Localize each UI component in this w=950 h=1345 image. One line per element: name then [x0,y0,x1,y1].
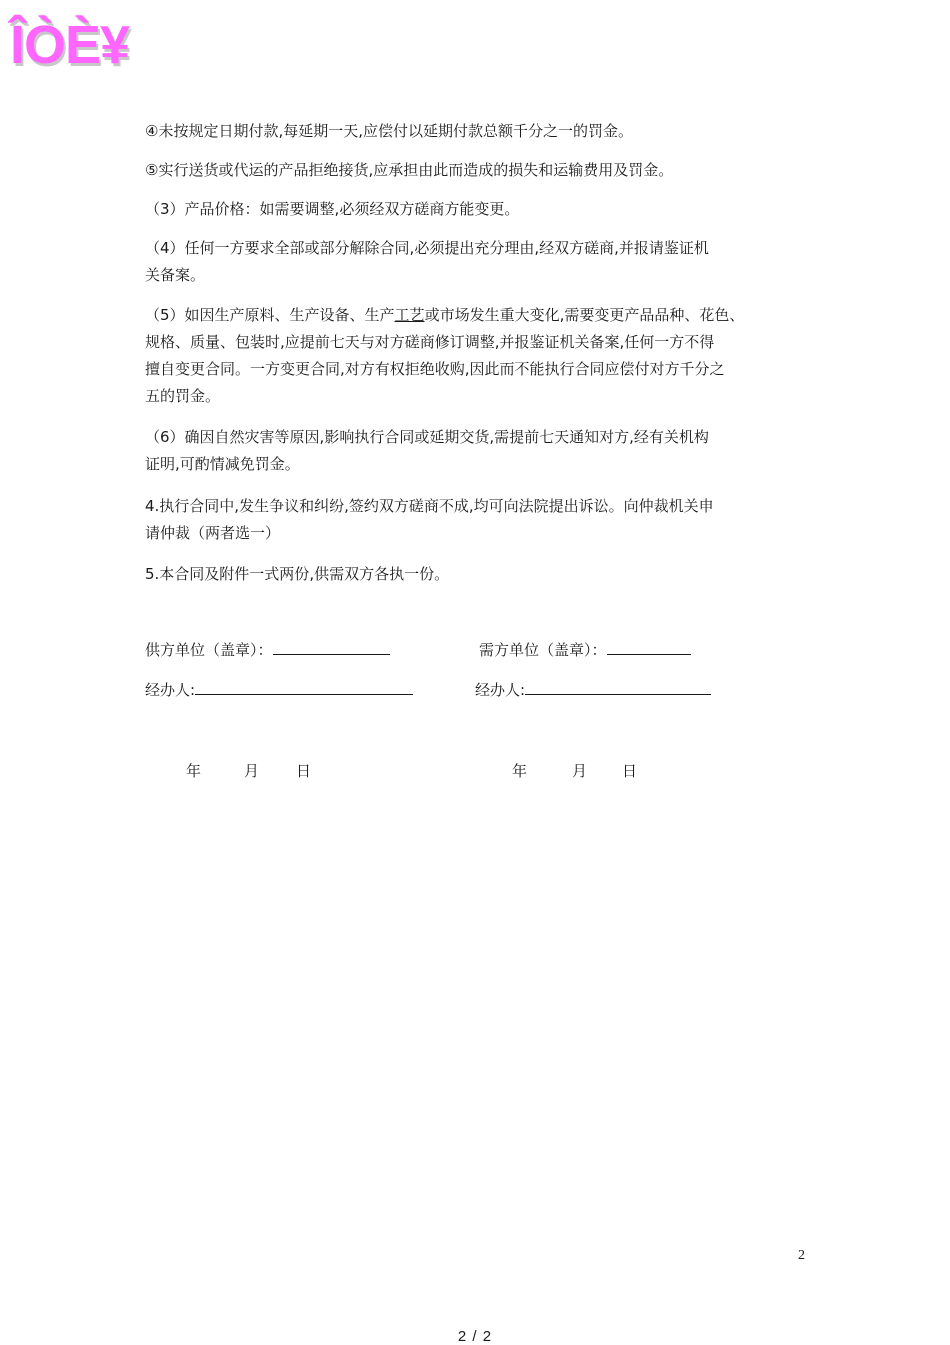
supplier-agent-blank[interactable] [195,680,413,695]
watermark-logo: ÎÒÈ¥ [10,15,130,75]
buyer-seal-blank[interactable] [607,640,691,655]
text-line: 关备案。 [145,266,206,284]
buyer-seal-row [479,640,691,660]
clause-late-payment: ④未按规定日期付款,每延期一天,应偿付以延期付款总额千分之一的罚金。 [145,122,633,140]
supplier-date-year: 年 [186,762,202,780]
supplier-agent-row [145,680,413,700]
text-segment: （5）如因生产原料、生产设备、生产 [145,306,395,324]
clause-copies: 5.本合同及附件一式两份,供需双方各执一份。 [145,565,450,583]
supplier-seal-row [145,640,390,660]
buyer-agent-label: 经办人: [475,681,526,699]
supplier-agent-label: 经办人: [145,681,196,699]
text-line: （4）任何一方要求全部或部分解除合同,必须提出充分理由,经双方磋商,并报请鉴证机 [145,239,709,257]
clause-product-price: （3）产品价格：如需要调整,必须经双方磋商方能变更。 [145,200,520,218]
page-number: 2 [798,1248,805,1263]
clause-refuse-delivery: ⑤实行送货或代运的产品拒绝接货,应承担由此而造成的损失和运输费用及罚金。 [145,161,674,179]
text-line: 五的罚金。 [145,387,221,405]
supplier-date-month: 月 [244,762,260,780]
buyer-seal-label: 需方单位（盖章）： [479,641,607,659]
clause-dispute-resolution [145,493,815,547]
clause-terminate-contract [145,235,815,289]
underlined-text: 工艺 [394,306,425,324]
text-line: 证明,可酌情减免罚金。 [145,455,300,473]
supplier-date-day: 日 [296,762,312,780]
clause-change-contract [145,302,815,410]
page-footer-indicator: 2 / 2 [457,1328,493,1345]
text-line: 规格、质量、包装时,应提前七天与对方磋商修订调整,并报鉴证机关备案,任何一方不得 [145,333,715,351]
text-segment: 或市场发生重大变化,需要变更产品品种、花色、 [424,306,745,324]
text-line: 4.执行合同中,发生争议和纠纷,签约双方磋商不成,均可向法院提出诉讼。向仲裁机关申 [145,497,714,515]
text-line: 请仲裁（两者选一） [145,524,281,542]
clause-force-majeure [145,424,815,478]
buyer-date-month: 月 [572,762,588,780]
buyer-agent-row [475,680,711,700]
buyer-agent-blank[interactable] [525,680,711,695]
supplier-seal-blank[interactable] [273,640,390,655]
text-line [145,302,815,329]
buyer-date-day: 日 [622,762,638,780]
text-line: （6）确因自然灾害等原因,影响执行合同或延期交货,需提前七天通知对方,经有关机构 [145,428,709,446]
text-line: 擅自变更合同。一方变更合同,对方有权拒绝收购,因此而不能执行合同应偿付对方千分之 [145,360,725,378]
buyer-date-year: 年 [512,762,528,780]
supplier-seal-label: 供方单位（盖章）： [145,641,273,659]
